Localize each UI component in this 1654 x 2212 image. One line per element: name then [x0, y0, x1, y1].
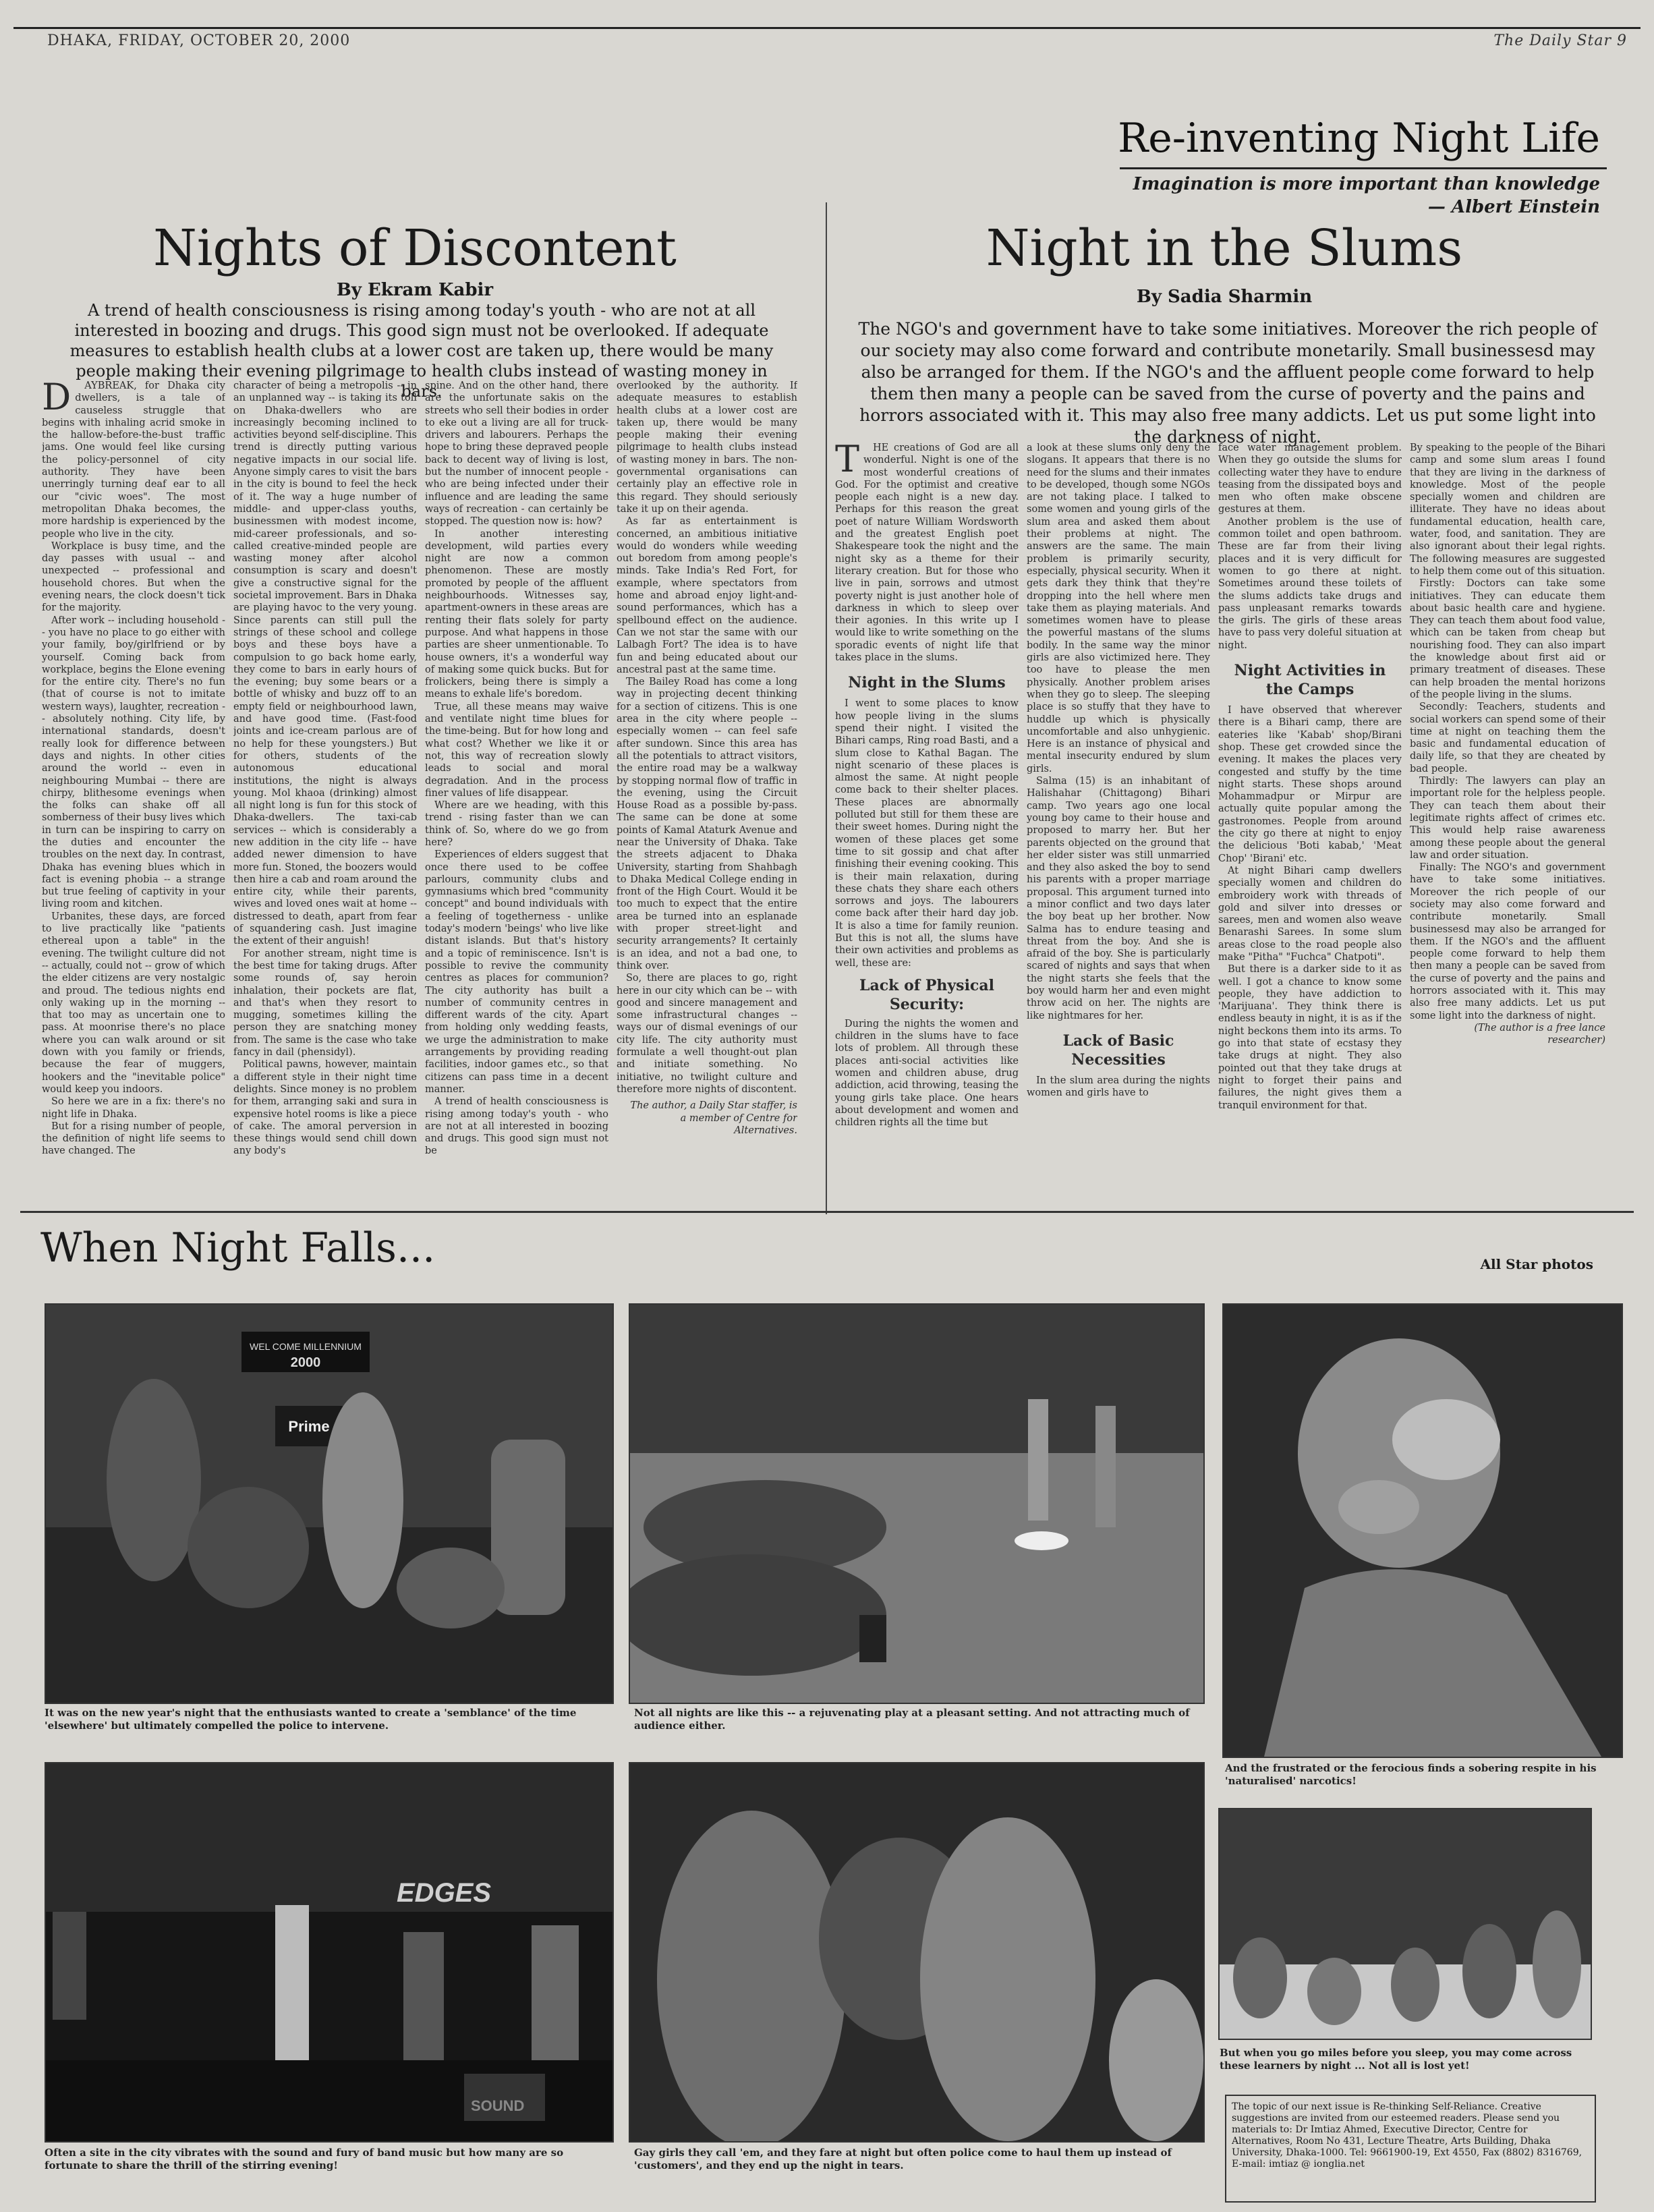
next-issue-notice: The topic of our next issue is Re-thinking Self-Reliance. Creative suggestions are invited from our esteemed readers. Please send you materials to: Dr Imtiaz Ahmed, Executive Director, Centre for Alternatives, Room No 431, Lecture Theatre, Arts Building, Dhaka University, Dhaka-1000. Tel: 9661900-19, Ext 4550, Fax (8802) 8316769, E-mail: imtiaz @ ionglia.net	[1225, 2095, 1596, 2203]
article1-author-note: The author, a Daily Star staffer, is a member of Centre for Alternatives.	[630, 1100, 797, 1136]
article2-para: face water management problem. When they go outside the slums for collecting water they have to endure teasing from the dissipated boys and men who often make obscene gestures at them.	[1218, 443, 1402, 515]
article2-para: I went to some places to know how people living in the slums spend their night. I visited the Bihari camps, Ring road Basti, and a slum close to Kathal Bagan. The night scenario of these places is almost the same. At night people come back to their shelter places. These places are abnormally polluted but still for them these are their sweet homes. During night the women of these places get some time to sit gossip and chat after finishing their evening cooking. This is their main relaxation, during these chats they share each others sorrows and joys. The labourers come back after their hard day job. It is also a time for family reunion. But this is not all, the slums have their own activities and problems as well, these are:	[835, 698, 1019, 969]
article2-dropcap: T	[835, 442, 860, 480]
article2-para: But there is a darker side to it as well. I got a chance to know some people, they have addiction to 'Marijuana'. They think there is endless beauty in night, it is as if the night beckons them into its arms. To go into that state of ecstasy they take drugs at night. They also pointed out that they take drugs at night to forget their pains and failures, the night gives them a tranquil environment for that.	[1218, 964, 1402, 1111]
article2-para: Finally: The NGO's and government have to take some initiatives. Moreover the rich people of our society may also come forward and contribute monetarily. Small businessesd may also be arranged for them. If the NGO's and the affluent people come forward to help them then many a people can be saved from the curse of poverty and the pains and horrors associated with it. This may also free many addicts. Let us put some light into the darkness of night.	[1410, 862, 1605, 1021]
article2-para: During the nights the women and children in the slums have to face lots of problem. All through these places anti-social activities like women and children abuse, drug addiction, acid throwing, teasing the young girls take place. One hears about development and women and children rights all the time but	[835, 1018, 1019, 1129]
article1-para: Urbanites, these days, are forced to live practically like "patients ethereal upon a table" in the evening. The twilight culture did not -- actually, could not -- grow of which the elder citizens are very nostalgic and proud. The tedious nights end only waking up in the morning -- that too may as uncertain one to pass. At moonrise there's no place where you can walk around or sit down with you family or friends, because the fear of muggers, hookers and the "inevitable police" would keep you indoors.	[42, 911, 225, 1095]
photo-credit: All Star photos	[1480, 1256, 1593, 1272]
article2-para: In the slum area during the nights women and girls have to	[1027, 1075, 1210, 1099]
article2-column-2	[1027, 442, 1210, 1204]
epigraph-quote: Imagination is more important than knowledge	[1133, 174, 1600, 194]
section-rule	[1120, 167, 1607, 169]
article-divider	[826, 202, 827, 1214]
article2-headline: Night in the Slums	[986, 219, 1463, 277]
article2-para: HE creations of God are all wonderful. Night is one of the most wonderful creations of God. For the optimist and creative people each night is a new day. Perhaps for this reason the great poet of nature William Wordsworth and the greatest English poet Shakespeare took the night and the night sky as a theme for their literary creation. But for those who live in pain, sorrows and utmost poverty night is just another hole of darkness in which to sleep over their agonies. In this write up I would like to write something on the sporadic events of night life that takes place in the slums.	[835, 443, 1019, 664]
features-title: When Night Falls...	[40, 1224, 436, 1272]
photo-caption: Not all nights are like this -- a rejuvenating play at a pleasant setting. And not attracting much of audience either.	[634, 1707, 1190, 1732]
article2-para: Another problem is the use of common toilet and open bathroom. These are far from their living places and it is very difficult for women to go there at night. Sometimes around these toilets of the slums addicts take drugs and pass unpleasant remarks towards the girls. The girls of these areas have to pass very doleful situation at night.	[1218, 516, 1402, 651]
article1-para: In another interesting development, wild parties every night are now a common phenomenon. These are mostly promoted by people of the affluent neighbourhoods. Witnesses say, apartment-owners in these areas are renting their flats solely for party purpose. And what happens in those parties are sheer unmentionable. To house owners, it's a wonderful way of making some quick bucks. But for frolickers, being there is simply a means to exhale life's boredom.	[425, 528, 608, 700]
photo-band-image	[46, 1763, 612, 2141]
article2-subhead: Lack of Physical Security:	[859, 976, 994, 1013]
masthead-page-number: The Daily Star 9	[1493, 32, 1627, 49]
photo-caption: But when you go miles before you sleep, you may come across these learners by night ... Not all is lost yet!	[1220, 2047, 1572, 2072]
article2-para: I have observed that wherever there is a Bihari camp, there are eateries like 'Kabab' shop/Birani shop. These get crowded since the evening. It makes the places very congested and stuffy by the time night starts. These shops around Mohammadpur or Mirpur are actually quite popular among the gastronomes. People from around the city go there at night to enjoy the delicious 'Boti kabab,' 'Meat Chop' 'Birani' etc.	[1218, 705, 1402, 864]
photo-sign-text: 2000	[290, 1355, 321, 1370]
article1-para: True, all these means may waive and ventilate night time blues for the time-being. But for how long and what cost? Whether we like it or not, this way of recreation slowly leads to social and moral degradation. And in the process finer values of life disappear.	[425, 701, 608, 799]
features-rule	[20, 1211, 1634, 1213]
article2-byline: By Sadia Sharmin	[1136, 287, 1313, 307]
masthead-date: DHAKA, FRIDAY, OCTOBER 20, 2000	[47, 32, 351, 49]
article1-column-2	[233, 380, 417, 1203]
epigraph	[1133, 173, 1600, 219]
photo-band	[45, 1762, 614, 2143]
article1-para: As far as entertainment is concerned, an ambitious initiative would do wonders while weeding out boredom from among people's minds. Take India's Red Fort, for example, where spectators from home and abroad enjoy light-and-sound performances, which has a spellbound effect on the audience. Can we not star the same with our Lalbagh Fort? The idea is to have fun and being educated about our ancestral past at the same time.	[617, 516, 797, 675]
article1-para: But for a rising number of people, the definition of night life seems to have changed. The	[42, 1121, 225, 1157]
article1-para: After work -- including household -- you have no place to go either with your family, boy/girlfriend or by yourself. Coming back from workplace, begins the Elone evening for the entire city. There's no fun (that of course is not to imitate western ways), laughter, recreation -- absolutely nothing. City life, by international standards, doesn't really look for difference between days and nights. In other cities around the world -- even in neighbouring Mumbai -- there are chirpy, blithesome evenings when the folks can shake off all somberness of their busy lives which in turn can be inspiring to carry on the duties and encounter the troubles on the next day. In contrast, Dhaka has evening blues which in fact is evening phobia -- a strange but true feeling of captivity in your living room and kitchen.	[42, 615, 225, 910]
photo-play-scene	[629, 1303, 1205, 1704]
article2-column-1	[835, 442, 1019, 1204]
article2-para: Firstly: Doctors can take some initiatives. They can educate them about basic health care and hygiene. They can teach them about food value, which can be taken from cheap but nourishing food. They can also impart the knowledge about first aid or primary treatment of diseases. These can help broaden the mental horizons of the people living in the slums.	[1410, 578, 1605, 700]
article1-para: Political pawns, however, maintain a different style in their night time delights. Since money is no problem for them, arranging saki and sura in expensive hotel rooms is like a piece of cake. The amoral perversion in these things would send chill down any body's	[233, 1059, 417, 1157]
photo-learners-image	[1220, 1809, 1591, 2039]
article1-para: Workplace is busy time, and the day passes with usual -- and unexpected -- professional and household chores. But when the evening nears, the clock doesn't tick for the majority.	[42, 540, 225, 614]
article1-byline: By Ekram Kabir	[336, 280, 494, 300]
article1-para: spine. And on the other hand, there are the unfortunate sakis on the streets who sell their bodies in order to eke out a living are all for truck-drivers and labourers. Perhaps the hope to bring these depraved people back to decent way of living is lost, but the number of innocent people - who are being infected under their influence and are leading the same ways of recreation - can certainly be stopped. The question now is: how?	[425, 380, 608, 528]
article2-subhead: Night in the Slums	[848, 674, 1006, 692]
article2-para: At night Bihari camp dwellers specially women and children do embroidery work with threads of gold and silver into dresses or sarees, men and women also weave Benarashi Sarees. In some slum areas close to the road people also make "Pitha" "Fuchca" Chatpoti".	[1218, 865, 1402, 963]
article1-para: Where are we heading, with this trend - rising faster than we can think of. So, where do we go from here?	[425, 800, 608, 848]
photo-banner-text: EDGES	[397, 1878, 492, 1908]
photo-police-scene	[45, 1303, 614, 1704]
article1-column-1	[42, 380, 225, 1203]
article1-para: So here we are in a fix: there's no night life in Dhaka.	[42, 1096, 225, 1120]
article2-column-4	[1410, 442, 1605, 1204]
article1-column-3	[425, 380, 608, 1203]
article1-para: character of being a metropolis -- in an unplanned way -- is taking its toll on Dhaka-dwellers who are increasingly becoming inclined to activities beyond self-discipline. This trend is directly putting various negative impacts in our social life. Anyone simply cares to visit the bars in the city is bound to feel the heck of it. The way a huge number of middle- and upper-class youths, businessmen with modest income, mid-career professionals, and so-called creative-minded people are wasting money after alcohol consumption is scary and doesn't give a constructive signal for the societal improvement. Bars in Dhaka are playing havoc to the very young. Since parents can still pull the strings of these school and college boys and these boys have a compulsion to go back home early, they come to bars in early hours of the evening; buy some bears or a bottle of whisky and buzz off to an empty field or neighbourhood lawn, and have good time. (Fast-food joints and ice-cream parlous are of no help for these youngsters.) But for others, students of the autonomous educational institutions, the night is always young. Mol khaoa (drinking) almost all night long is fun for this stock of Dhaka-dwellers. The taxi-cab services -- which is considerably a new addition in the city life -- have added newer dimension to have more fun. Stoned, the boozers would then hire a cab and roam around the entire city, while their parents, wives and loved ones wait at home -- distressed to death, apart from fear of squandering cash. Just imagine the extent of their anguish!	[233, 380, 417, 947]
photo-sign-text: Prime	[288, 1418, 330, 1435]
article2-subhead: Lack of Basic Necessities	[1062, 1031, 1174, 1069]
photo-play-scene-image	[630, 1305, 1203, 1703]
photo-speaker-text: SOUND	[471, 2097, 525, 2114]
article2-deck: The NGO's and government have to take some initiatives. Moreover the rich people of our society may also come forward and contribute monetarily. Small businessesd may also be arranged for them. If the NGO's and the affluent people come forward to help them then many a people can be saved from the curse of poverty and the pains and horrors associated with it. This may also free many addicts. Let us put some light into the darkness of night.	[858, 319, 1597, 447]
article1-dropcap: D	[42, 380, 72, 418]
article1-para: A trend of health consciousness is rising among today's youth - who are not at all interested in boozing and drugs. This good sign must not be	[425, 1096, 608, 1157]
masthead-rule	[13, 27, 1641, 29]
article2-para: Salma (15) is an inhabitant of Halishahar (Chittagong) Bihari camp. Two years ago one local young boy came to their house and proposed to marry her. But her parents objected on the ground that her elder sister was still unmarried and they also asked the boy to send his parents with a proper marriage proposal. This argument turned into a minor conflict and two days later the boy beat up her brother. Now Salma has to endure teasing and threat from the boy. And she is afraid of the boy. She is particularly scared of nights and says that when the night starts she feels that the boy would harm her and even might throw acid on her. The nights are like nightmares for her.	[1027, 776, 1210, 1021]
article2-para: By speaking to the people of the Bihari camp and some slum areas I found that they are living in the darkness of knowledge. Most of the people specially women and children are illiterate. They have no ideas about fundamental education, health care, water, food, and sanitation. They are also ignorant about their legal rights. The following measures are suggested to help them come out of this situation.	[1410, 443, 1605, 577]
photo-girls	[629, 1762, 1205, 2143]
article2-para: Secondly: Teachers, students and social workers can spend some of their time at night on teaching them the basic and fundamental education of daily life, so that they are cheated by bad people.	[1410, 702, 1605, 774]
article2-column-3	[1218, 442, 1402, 1204]
article1-para: Experiences of elders suggest that once there used to be coffee parlours, community clubs and gymnasiums which bred "community concept" and bound individuals with a feeling of togetherness - unlike today's modern 'beings' who live like distant islands. But that's history and a topic of reminiscence. Isn't is possible to revive the community centres as places for communion? The city authority has built a number of community centres in different wards of the city. Apart from holding only wedding feasts, we urge the administration to make arrangements by providing reading facilities, indoor games etc., so that citizens can pass time in a decent manner.	[425, 849, 608, 1095]
article1-para: So, there are places to go, right here in our city which can be -- with good and sincere management and some infrastructural changes -- ways our of dismal evenings of our city life. The city authority must formulate a well thought-out plan and initiate something. No initiative, no twilight culture and therefore more nights of discontent.	[617, 973, 797, 1095]
epigraph-author: — Albert Einstein	[1427, 197, 1600, 217]
article2-para: a look at these slums only deny the slogans. It appears that there is no need for the slums and their inmates to be developed, though some NGOs are not taking place. I talked to some women and young girls of the slum area and asked them about their problems at night. The answers are the same. The main problem is primarily security, especially, physical security. When it gets dark they think that they're dropping into the hell where men take them as playing materials. And sometimes women have to please the powerful mastans of the slums bodily. In the same way the minor girls are also victimized here. They too have to please the men physically. Another problem arises when they go to sleep. The sleeping place is so stuffy that they have to huddle up which is physically uncomfortable and also unhygienic. Here is an instance of physical and mental insecurity endured by slum girls.	[1027, 443, 1210, 774]
article1-para: The Bailey Road has come a long way in projecting decent thinking for a section of citizens. This is one area in the city where people -- especially women -- can feel safe after sundown. Since this area has all the potentials to attract visitors, the entire road may be a walkway by stopping normal flow of traffic in the evening, using the Circuit House Road as a possible by-pass. The same can be done at some points of Kamal Ataturk Avenue and near the University of Dhaka. Take the streets adjacent to Dhaka University, starting from Shahbagh to Dhaka Medical College ending in front of the High Court. Would it be too much to expect that the entire area be turned into an esplanade with proper street-light and security arrangements? It certainly is an idea, and not a bad one, to think over.	[617, 677, 797, 971]
photo-caption: Often a site in the city vibrates with the sound and fury of band music but how many are so fortunate to share the thrill of the stirring evening!	[45, 2147, 564, 2172]
article1-deck: A trend of health consciousness is rising among today's youth - who are not at all interested in boozing and drugs. This good sign must not be overlooked. If adequate measures to establish health clubs at a lower cost are taken up, there would be many people making their evening pilgrimage to health clubs instead of wasting money in bars.	[69, 301, 774, 401]
article1-para: overlooked by the authority. If adequate measures to establish health clubs at a lower cost are taken up, there would be many people making their evening pilgrimage to health clubs instead of wasting money in bars. The non-governmental organisations can certainly play an effective role in this regard. They should seriously take it up on their agenda.	[617, 380, 797, 515]
article2-para: Thirdly: The lawyers can play an important role for the helpless people. They can teach them about their legitimate rights affect of crimes etc. This would help raise awareness among these people about the general law and order situation.	[1410, 776, 1605, 861]
article1-para: AYBREAK, for Dhaka city dwellers, is a tale of causeless struggle that begins with inhaling acrid smoke in the hallow-before-the-bust traffic jams. One would feel like cursing the policy-personnel of city authority. They have been unerringly turning deaf ear to all our "civic woes". The most metropolitan Dhaka becomes, the more hardship is experienced by the people who live in the city.	[42, 380, 225, 540]
article1-column-4	[617, 380, 797, 1203]
photo-sign-text: WEL COME MILLENNIUM	[250, 1341, 362, 1352]
photo-smoker-image	[1224, 1305, 1622, 1757]
photo-learners	[1218, 1808, 1592, 2040]
article2-author-note: (The author is a free lance researcher)	[1474, 1022, 1605, 1046]
article2-subhead: Night Activities in the Camps	[1234, 662, 1386, 699]
article1-headline: Nights of Discontent	[153, 219, 677, 277]
photo-smoker	[1222, 1303, 1623, 1758]
section-title: Re-inventing Night Life	[1118, 115, 1600, 162]
photo-caption: And the frustrated or the ferocious finds a sobering respite in his 'naturalised' narcotics!	[1225, 1762, 1597, 1787]
photo-girls-image	[630, 1763, 1203, 2141]
article1-para: For another stream, night time is the best time for taking drugs. After some rounds of, say heroin inhalation, their pockets are flat, and that's when they resort to mugging, sometimes killing the person they are snatching money from. The same is the case who take fancy in dail (phensidyl).	[233, 948, 417, 1058]
photo-caption: Gay girls they call 'em, and they fare at night but often police come to haul them up instead of 'customers', and they end up the night in tears.	[634, 2147, 1172, 2172]
photo-police-scene-image	[46, 1305, 612, 1703]
photo-caption: It was on the new year's night that the enthusiasts wanted to create a 'semblance' of the time 'elsewhere' but ultimately compelled the police to intervene.	[45, 1707, 577, 1732]
